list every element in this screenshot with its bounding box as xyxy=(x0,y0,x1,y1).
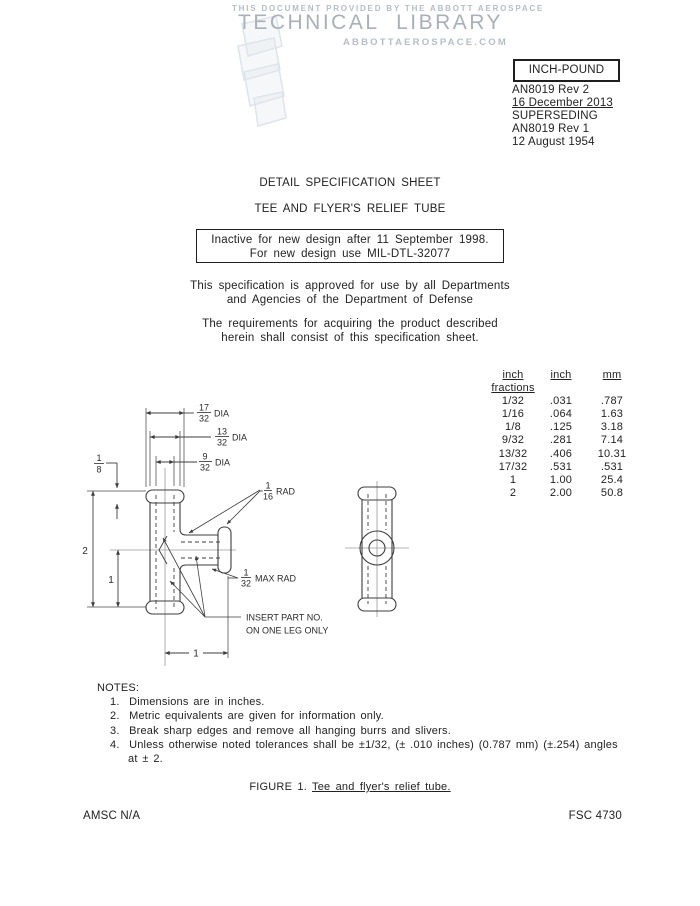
inactive-notice-line1: Inactive for new design after 11 September 1998. xyxy=(211,234,489,246)
dia3-numerator: 9 xyxy=(202,451,208,462)
requirements-line1: The requirements for acquiring the product described xyxy=(202,318,498,330)
figure-caption-title: Tee and flyer's relief tube. xyxy=(312,781,451,793)
note-text: Metric equivalents are given for information only. xyxy=(129,710,384,723)
library-provided-line: THIS DOCUMENT PROVIDED BY THE ABBOTT AEROSPACE xyxy=(232,4,545,13)
note-text: Dimensions are in inches. xyxy=(129,696,265,709)
table-cell: .787 xyxy=(600,395,624,408)
approval-paragraph xyxy=(0,279,700,307)
table-cell: .531 xyxy=(600,460,624,473)
overall-height-value: 2 xyxy=(82,546,88,557)
notes-title: NOTES: xyxy=(97,682,140,694)
revision-block xyxy=(512,84,613,149)
requirements-line2: herein shall consist of this specification sheet. xyxy=(221,332,479,344)
table-cell: .031 xyxy=(549,395,573,408)
inactive-notice-line2: For new design use MIL-DTL-32077 xyxy=(249,248,451,260)
note-item xyxy=(110,738,625,766)
table-cell: 17/32 xyxy=(498,460,528,473)
max-radius-callout xyxy=(212,568,297,589)
note-text: Break sharp edges and remove all hanging burrs and slivers. xyxy=(129,724,451,737)
rad-suffix: RAD xyxy=(276,486,296,497)
tee-tube-front-outline xyxy=(146,490,231,614)
approval-line1: This specification is approved for use by all Departments xyxy=(190,280,510,292)
dia-labels xyxy=(197,403,247,473)
library-logo-site: ABBOTTAEROSPACE.COM xyxy=(343,37,508,48)
revision-line: AN8019 Rev 2 xyxy=(512,84,590,96)
figure-caption-prefix: FIGURE 1. xyxy=(249,781,307,793)
radius-callout xyxy=(189,481,296,534)
bead-height-dimension xyxy=(94,453,117,519)
amsc-number: AMSC N/A xyxy=(83,810,141,822)
overall-height-dimension xyxy=(82,491,146,607)
insert-part-line1: INSERT PART NO. xyxy=(246,612,323,623)
maxrad-denominator: 32 xyxy=(240,578,252,589)
dia3-suffix: DIA xyxy=(215,457,231,468)
tee-tube-side-outline xyxy=(358,487,396,611)
note-item xyxy=(110,695,625,709)
part-name-title: TEE AND FLYER'S RELIEF TUBE xyxy=(254,203,446,215)
table-cell: 1.00 xyxy=(549,473,573,486)
table-cell: .531 xyxy=(549,460,573,473)
dia1-numerator: 17 xyxy=(198,402,210,413)
notes-section xyxy=(97,681,625,766)
insert-part-line2: ON ONE LEG ONLY xyxy=(246,625,329,636)
old-revision-date: 12 August 1954 xyxy=(512,135,595,148)
table-cell: 10.31 xyxy=(597,447,627,460)
rad-denominator: 16 xyxy=(262,491,274,502)
centerlines-front xyxy=(110,468,236,666)
maxrad-suffix: MAX RAD xyxy=(255,573,297,584)
approval-line2: and Agencies of the Department of Defense xyxy=(226,294,474,306)
bead-numerator: 1 xyxy=(96,453,102,463)
dia3-denominator: 32 xyxy=(199,462,211,473)
dia2-suffix: DIA xyxy=(232,432,248,443)
dia1-suffix: DIA xyxy=(214,408,230,419)
col-header-inch-fractions: inch xyxy=(502,369,524,381)
revision-date: 16 December 2013 xyxy=(512,96,614,109)
fsc-number: FSC 4730 xyxy=(568,810,622,822)
extension-lines-dia xyxy=(146,408,184,487)
col-header-mm: mm xyxy=(602,369,622,381)
table-cell: 25.4 xyxy=(600,473,624,486)
note-number: 2. xyxy=(110,710,120,723)
note-item xyxy=(110,709,625,723)
table-cell: 2.00 xyxy=(549,486,573,499)
leg-length-value: 1 xyxy=(193,648,199,660)
bead-denominator: 8 xyxy=(96,464,102,475)
dia-dimension-lines xyxy=(146,413,211,462)
table-cell: 1.63 xyxy=(600,408,624,421)
conversion-table xyxy=(484,369,644,500)
table-cell: 1/16 xyxy=(501,408,525,421)
table-cell: .064 xyxy=(549,408,573,421)
table-cell: 1/8 xyxy=(505,421,521,434)
table-cell: 3.18 xyxy=(600,421,624,434)
hidden-bore-lines-front xyxy=(156,495,220,609)
dia1-denominator: 32 xyxy=(198,413,210,424)
table-cell: .125 xyxy=(549,421,573,434)
note-text: Unless otherwise noted tolerances shall be ±1/32, (± .010 inches) (0.787 mm) (±.254) angles at ± 2. xyxy=(128,738,618,766)
table-cell: .406 xyxy=(549,447,573,460)
old-revision-line: AN8019 Rev 1 xyxy=(512,122,590,135)
table-cell: 1/32 xyxy=(501,395,525,408)
sheet-type-title: DETAIL SPECIFICATION SHEET xyxy=(259,177,441,189)
half-height-dimension xyxy=(108,550,118,607)
dia2-denominator: 32 xyxy=(216,437,228,448)
note-number: 1. xyxy=(110,696,120,709)
requirements-paragraph xyxy=(0,317,700,345)
dia2-numerator: 13 xyxy=(216,426,228,437)
note-item xyxy=(110,724,625,738)
leg-length-dimension xyxy=(165,576,228,660)
table-cell: .281 xyxy=(549,434,573,447)
table-cell: 50.8 xyxy=(600,486,624,499)
col-header-fractions-line2: fractions xyxy=(491,382,535,395)
half-height-value: 1 xyxy=(108,575,114,586)
inactive-notice-box xyxy=(196,229,504,263)
rad-numerator: 1 xyxy=(265,480,271,491)
superseding-label: SUPERSEDING xyxy=(512,109,598,122)
figure-caption xyxy=(0,781,700,793)
hidden-bore-lines-side xyxy=(368,494,386,604)
maxrad-numerator: 1 xyxy=(243,567,249,578)
insert-part-callout xyxy=(163,538,328,636)
inch-pound-badge: INCH-POUND xyxy=(513,59,620,82)
table-cell: 2 xyxy=(509,486,517,499)
table-cell: 7.14 xyxy=(600,434,624,447)
table-cell: 13/32 xyxy=(498,447,528,460)
table-cell: 9/32 xyxy=(501,434,525,447)
note-number: 3. xyxy=(110,724,120,737)
centerlines-side xyxy=(345,481,409,617)
table-cell: 1 xyxy=(509,473,517,486)
note-number: 4. xyxy=(110,738,120,751)
col-header-inch: inch xyxy=(550,369,572,381)
library-logo-title: TECHNICAL LIBRARY xyxy=(238,11,504,34)
